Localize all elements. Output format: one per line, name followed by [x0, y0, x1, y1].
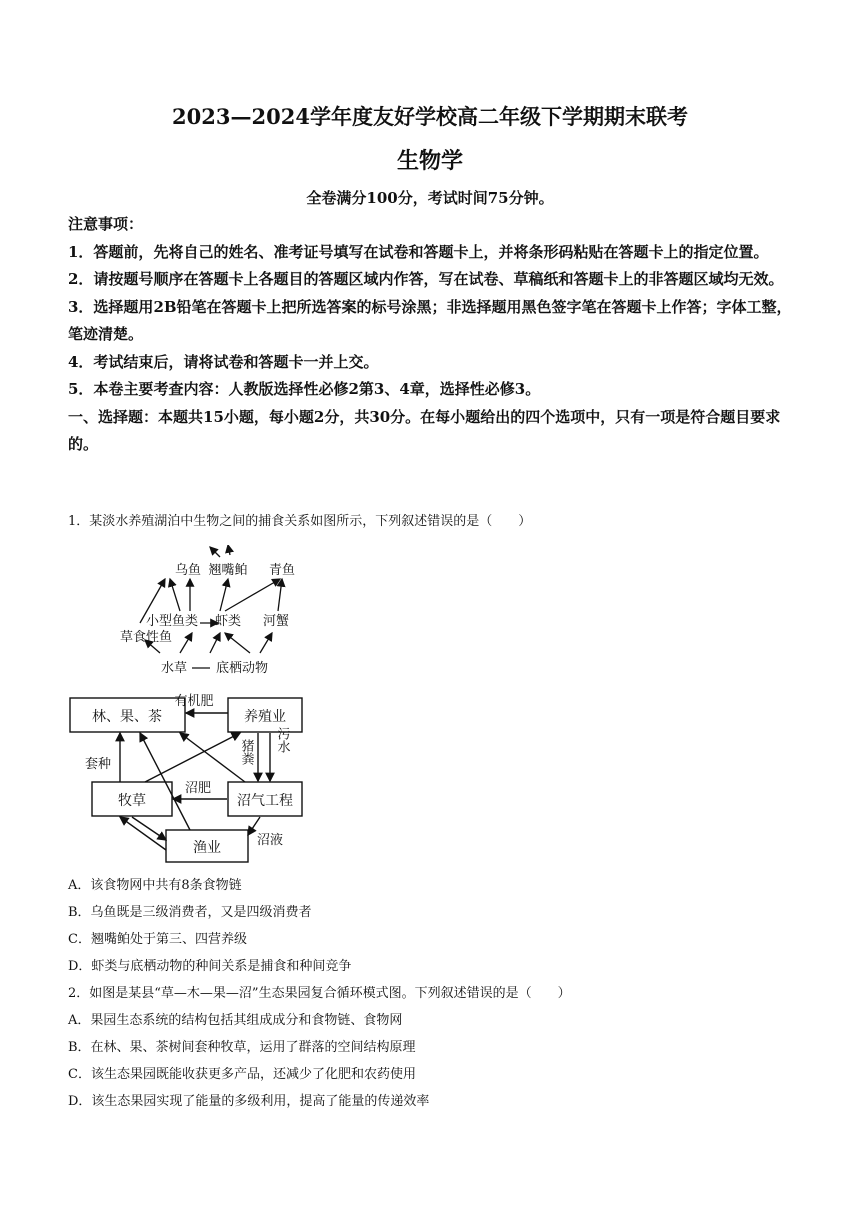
section-heading: 一、选择题：本题共15小题，每小题2分，共30分。在每小题给出的四个选项中，只有一项是符合题目要求的。 [68, 407, 781, 453]
cycle-label: 有机肥 [174, 694, 214, 709]
q2-option-b: B．在林、果、茶树间套种牧草，运用了群落的空间结构原理 [68, 1040, 416, 1055]
q2-option-c: C．该生态果园既能收获更多产品，还减少了化肥和农药使用 [68, 1067, 416, 1082]
exam-info: 全卷满分100分，考试时间75分钟。 [306, 189, 554, 207]
food-web-diagram [100, 545, 330, 693]
foodweb-node: 小型鱼类 [145, 614, 199, 629]
foodweb-node: 青鱼 [268, 563, 296, 578]
note-item: 3．选择题用2B铅笔在答题卡上把所选答案的标号涂黑；非选择题用黑色签字笔在答题卡上作答；字体工整，笔迹清楚。 [68, 297, 792, 343]
note-item: 1．答题前，先将自己的姓名、准考证号填写在试卷和答题卡上，并将条形码粘贴在答题卡上的指定位置。 [68, 242, 769, 261]
cycle-node: 渔业 [193, 840, 221, 856]
subject-title: 生物学 [396, 148, 463, 174]
foodweb-node: 河蟹 [262, 614, 290, 629]
exam-title: 2023—2024学年度友好学校高二年级下学期期末联考 [172, 104, 688, 129]
cycle-label: 套种 [84, 757, 112, 772]
cycle-node: 养殖业 [244, 709, 286, 725]
q1-option-a: A．该食物网中共有8条食物链 [68, 878, 242, 893]
foodweb-node: 底栖动物 [215, 661, 269, 676]
q1-option-d: D．虾类与底栖动物的种间关系是捕食和种间竞争 [68, 959, 352, 974]
foodweb-node: 乌鱼 [174, 563, 202, 578]
note-item: 4．考试结束后，请将试卷和答题卡一并上交。 [68, 352, 379, 371]
cycle-label: 猪粪 [238, 739, 254, 765]
foodweb-node: 水草 [160, 661, 188, 676]
cycle-node: 牧草 [118, 793, 146, 809]
cycle-label: 污水 [274, 727, 290, 753]
q1-option-c: C．翘嘴鲌处于第三、四营养级 [68, 932, 247, 947]
notes-section [68, 211, 798, 459]
foodweb-node: 翘嘴鲌 [208, 563, 248, 578]
q1-stem: 1．某淡水养殖湖泊中生物之间的捕食关系如图所示，下列叙述错误的是（ ） [68, 514, 532, 529]
cycle-label: 沼液 [256, 833, 284, 848]
q2-option-d: D．该生态果园实现了能量的多级利用，提高了能量的传递效率 [68, 1094, 430, 1109]
note-item: 5．本卷主要考查内容：人教版选择性必修2第3、4章，选择性必修3。 [68, 380, 541, 398]
foodweb-node: 草食性鱼 [119, 630, 173, 645]
cycle-node: 林、果、茶 [92, 709, 162, 725]
notes-heading: 注意事项： [68, 215, 144, 233]
eco-cycle-diagram [60, 690, 320, 865]
cycle-node: 沼气工程 [237, 793, 293, 809]
cycle-label: 沼肥 [184, 781, 212, 796]
q1-option-b: B．乌鱼既是三级消费者，又是四级消费者 [68, 905, 312, 920]
q2-option-a: A．果园生态系统的结构包括其组成成分和食物链、食物网 [68, 1013, 403, 1028]
foodweb-node: 虾类 [214, 614, 242, 629]
note-item: 2．请按题号顺序在答题卡上各题目的答题区域内作答，写在试卷、草稿纸和答题卡上的非答题区域均无效。 [68, 270, 784, 288]
q2-stem: 2．如图是某县“草—木—果—沼”生态果园复合循环模式图。下列叙述错误的是（ ） [68, 986, 571, 1001]
